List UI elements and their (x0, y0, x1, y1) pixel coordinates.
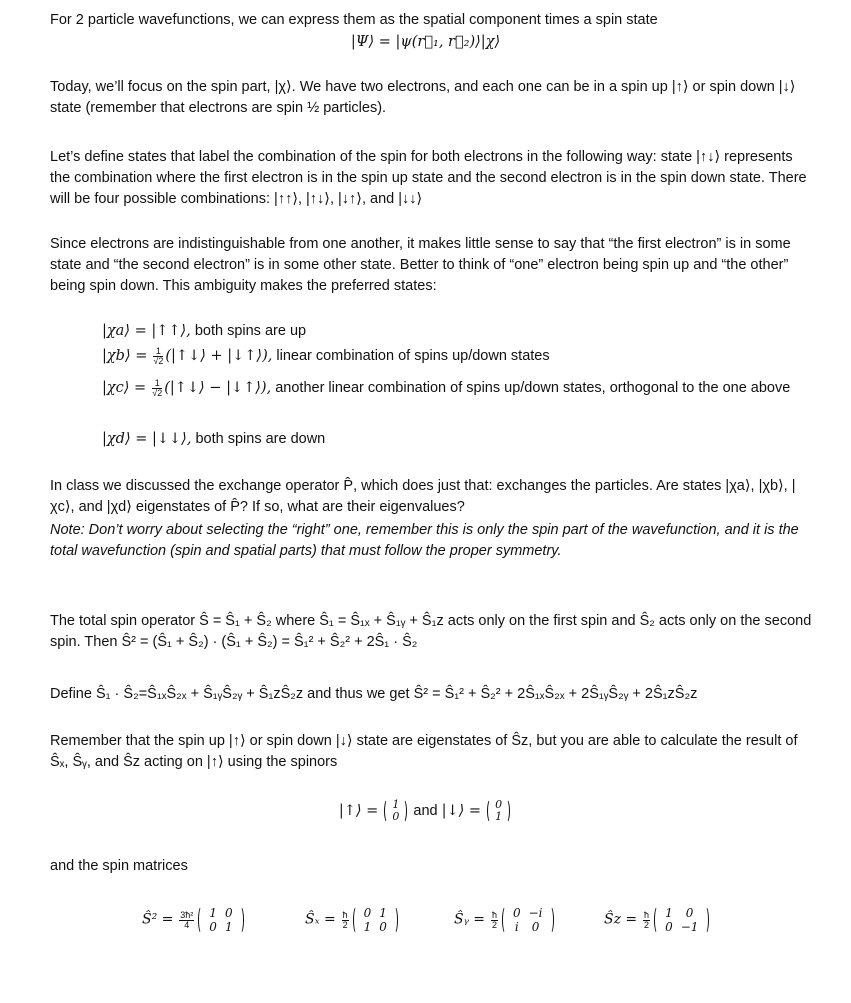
fraction-denominator: √2 (152, 387, 163, 398)
prefactor-denominator: 2 (491, 919, 497, 930)
matrix-s-squared (142, 906, 246, 934)
matrix-entry: 0 (665, 920, 673, 934)
state-d-expression: |χd⟩ = |↓↓⟩, (102, 431, 192, 447)
matrix-s-z (604, 906, 711, 934)
prefactor-numerator: 3ħ² (180, 909, 194, 920)
matrix-s-y (454, 906, 556, 934)
vector-entry: 0 (392, 810, 400, 823)
paragraph-spin-part: Today, we’ll focus on the spin part, |χ⟩. We have two electrons, and each one can be in a spin up |↑⟩ or spin down |↓⟩ state (remember that electrons are spin ½ particles). (50, 79, 796, 116)
note-text: Note: Don’t worry about selecting the “right” one, remember this is only the spin part of the wavefunction, and it is the total wavefunction (spin and spatial parts) that must follow the proper symmetry. (50, 522, 799, 559)
vector-entry: 1 (392, 798, 400, 811)
matrix-entry: 0 (363, 906, 372, 920)
fraction-denominator: √2 (153, 355, 164, 366)
state-chi-a (102, 321, 812, 342)
matrix-entry: −1 (680, 920, 699, 934)
matrix-entry: −i (528, 906, 543, 920)
matrix-body (502, 906, 554, 934)
paragraph-dot-product: Define Ŝ₁ · Ŝ₂=Ŝ₁ₓŜ₂ₓ + Ŝ₁ᵧŜ₂ᵧ + Ŝ₁zŜ₂z and thus we get Ŝ² = Ŝ₁² + Ŝ₂² + 2Ŝ₁ₓŜ₂ₓ + 2Ŝ₁ᵧŜ₂ᵧ + 2Ŝ₁zŜ₂z (50, 686, 698, 702)
state-b-rhs: (|↑↓⟩ + |↓↑⟩), (165, 348, 273, 364)
state-chi-c (102, 378, 802, 399)
state-b-fraction (153, 347, 163, 366)
matrix-prefactor (491, 911, 498, 930)
matrix-body (654, 906, 709, 934)
wavefunction-equation: |Ψ⟩ = |ψ(r⃗₁, r⃗₂)⟩|χ⟩ (350, 34, 501, 50)
matrix-lhs: Ŝᵧ = (454, 911, 486, 928)
fraction-numerator: 1 (153, 347, 163, 357)
paragraph-state-definition: Let’s define states that label the combination of the spin for both electrons in the following way: state |↑↓⟩ represents the combination where the first electron is in the spin up state and the second electron is in the spin down state. There will be four possible combinations: |↑↑⟩, |↑↓⟩, |↓↑⟩, and |↓↓⟩ (50, 149, 807, 207)
vector-entry: 0 (495, 798, 503, 811)
vector-entry: 1 (495, 810, 503, 823)
matrix-entry: 0 (685, 906, 694, 920)
paragraph-indistinguishable: Since electrons are indistinguishable from one another, it makes little sense to say that “the first electron” is in some state and “the second electron” is in some other state. Better to think of “one” electron being spin up and “the other” being spin down. This ambiguity makes the preferred states: (50, 236, 791, 294)
matrix-body (353, 906, 398, 934)
fraction-numerator: 1 (152, 379, 162, 389)
matrix-prefactor (179, 911, 194, 930)
state-b-lhs: |χb⟩ = (102, 348, 148, 364)
prefactor-numerator: ħ (644, 909, 650, 920)
matrix-lhs: Ŝz = (604, 911, 638, 928)
spin-down-lhs: |↓⟩ = (441, 802, 482, 819)
spin-up-vector (384, 799, 407, 823)
paragraph-spin-matrices: and the spin matrices (50, 858, 188, 874)
prefactor-denominator: 2 (342, 919, 348, 930)
state-b-description: linear combination of spins up/down states (276, 348, 550, 364)
matrix-entry: 0 (209, 920, 217, 934)
matrix-body (198, 906, 243, 934)
and-word: and (413, 802, 438, 819)
spin-down-vector (487, 799, 510, 823)
matrix-prefactor (643, 911, 650, 930)
state-c-fraction (152, 379, 162, 398)
state-chi-b (102, 346, 812, 367)
prefactor-numerator: ħ (491, 909, 497, 920)
matrix-entry: 1 (209, 906, 217, 920)
prefactor-denominator: 2 (644, 919, 650, 930)
matrix-entry: 0 (512, 906, 521, 920)
matrix-lhs: Ŝ² = (142, 911, 174, 928)
state-c-description: another linear combination of spins up/down states, orthogonal to the one above (275, 380, 791, 396)
matrix-entry: 1 (379, 906, 387, 920)
matrix-prefactor (342, 911, 349, 930)
state-d-description: both spins are down (195, 431, 326, 447)
matrix-entry: 1 (224, 920, 233, 934)
matrix-entry: 0 (224, 906, 233, 920)
spin-up-lhs: |↑⟩ = (338, 802, 379, 819)
spinor-definitions (0, 799, 851, 823)
prefactor-numerator: ħ (342, 909, 348, 920)
intro-text: For 2 particle wavefunctions, we can express them as the spatial component times a spin state (50, 12, 658, 28)
matrix-entry: 1 (363, 920, 372, 934)
matrix-entry: 0 (379, 920, 387, 934)
matrix-entry: 1 (665, 906, 673, 920)
matrix-entry: 0 (531, 920, 540, 934)
matrix-entry: i (514, 920, 519, 934)
paragraph-eigenstates: Remember that the spin up |↑⟩ or spin down |↓⟩ state are eigenstates of Ŝz, but you are able to calculate the result of Ŝₓ, Ŝᵧ, and Ŝz acting on |↑⟩ using the spinors (50, 733, 798, 770)
paragraph-total-spin: The total spin operator Ŝ = Ŝ₁ + Ŝ₂ where Ŝ₁ = Ŝ₁ₓ + Ŝ₁ᵧ + Ŝ₁z acts only on the first spin and Ŝ₂ acts only on the second spin. Then Ŝ² = (Ŝ₁ + Ŝ₂) · (Ŝ₁ + Ŝ₂) = Ŝ₁² + Ŝ₂² + 2Ŝ₁ · Ŝ₂ (50, 613, 812, 650)
state-a-expression: |χa⟩ = |↑↑⟩, (102, 323, 191, 339)
prefactor-denominator: 4 (184, 919, 190, 930)
state-c-lhs: |χc⟩ = (102, 380, 147, 396)
state-c-rhs: (|↑↓⟩ − |↓↑⟩), (164, 380, 272, 396)
paragraph-exchange-operator: In class we discussed the exchange operator P̂, which does just that: exchanges the particles. Are states |χa⟩, |χb⟩, |χc⟩, and |χd⟩ eigenstates of P̂? If so, what are their eigenvalues? (50, 478, 796, 515)
matrix-lhs: Ŝₓ = (305, 911, 336, 928)
matrix-s-x (305, 906, 400, 934)
state-a-description: both spins are up (194, 323, 307, 339)
state-chi-d (102, 429, 812, 450)
